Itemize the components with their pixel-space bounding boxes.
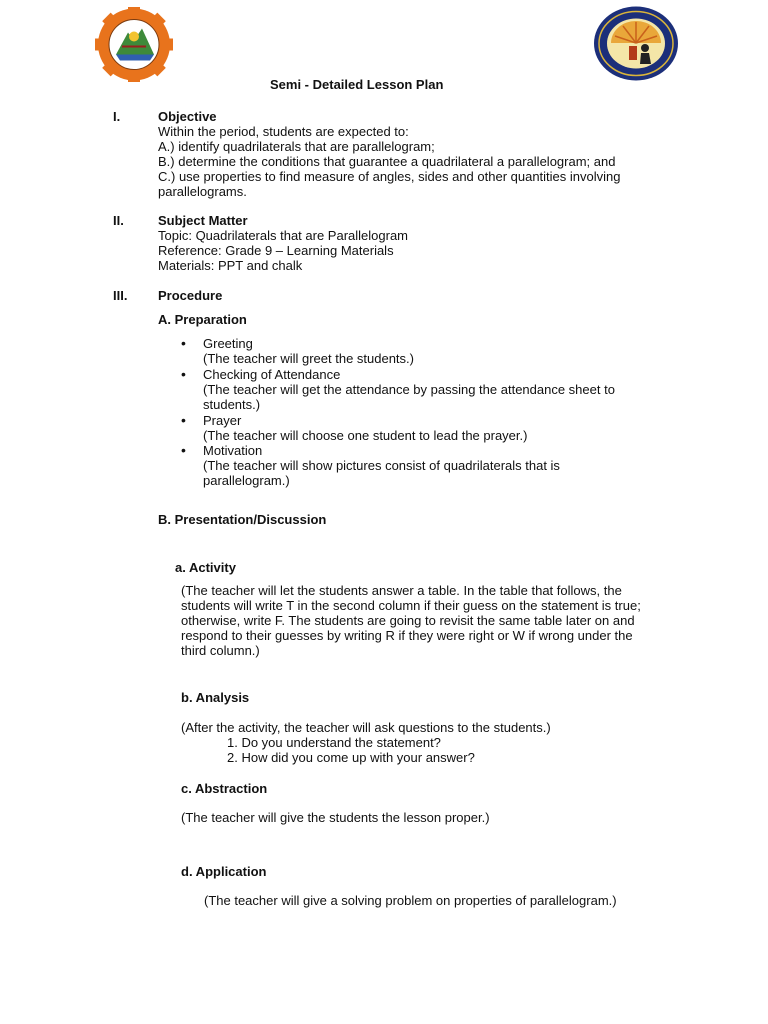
section-heading: Procedure xyxy=(158,288,223,303)
text-line: (The teacher will give a solving problem on properties of parallelogram.) xyxy=(204,893,617,908)
text-line: Reference: Grade 9 – Learning Materials xyxy=(158,243,394,258)
section-numeral: I. xyxy=(113,109,121,124)
list-item-text: (The teacher will choose one student to lead the prayer.) xyxy=(203,428,528,443)
abstraction-heading: c. Abstraction xyxy=(181,781,268,796)
list-item-title: Prayer xyxy=(203,413,242,428)
text-line: Materials: PPT and chalk xyxy=(158,258,303,273)
bullet-icon: • xyxy=(181,442,186,458)
text-line: third column.) xyxy=(181,643,260,658)
bullet-icon: • xyxy=(181,335,186,351)
text-line: (The teacher will give the students the lesson proper.) xyxy=(181,810,490,825)
text-line: A.) identify quadrilaterals that are parallelogram; xyxy=(158,139,435,154)
bullet-icon: • xyxy=(181,412,186,428)
section-heading: Subject Matter xyxy=(158,213,248,228)
list-item-text: (The teacher will greet the students.) xyxy=(203,351,414,366)
text-line: C.) use properties to find measure of angles, sides and other quantities involving xyxy=(158,169,621,184)
question-item: 1. Do you understand the statement? xyxy=(227,735,441,750)
text-line: respond to their guesses by writing R if they were right or W if wrong under the xyxy=(181,628,633,643)
text-line: B.) determine the conditions that guarantee a quadrilateral a parallelogram; and xyxy=(158,154,616,169)
list-item-title: Greeting xyxy=(203,336,253,351)
college-seal-logo xyxy=(593,6,679,81)
section-numeral: III. xyxy=(113,288,128,303)
application-heading: d. Application xyxy=(181,864,267,879)
list-item-text: parallelogram.) xyxy=(203,473,290,488)
list-item-text: (The teacher will get the attendance by passing the attendance sheet to xyxy=(203,382,615,397)
school-seal-logo xyxy=(93,7,175,82)
text-line: otherwise, write F. The students are going to revisit the same table later on and xyxy=(181,613,635,628)
text-line: (The teacher will let the students answer a table. In the table that follows, the xyxy=(181,583,622,598)
list-item-text: students.) xyxy=(203,397,261,412)
text-line: Topic: Quadrilaterals that are Parallelogram xyxy=(158,228,409,243)
list-item-title: Motivation xyxy=(203,443,263,458)
analysis-heading: b. Analysis xyxy=(181,690,250,705)
page-title: Semi - Detailed Lesson Plan xyxy=(270,77,444,92)
subsection-heading: B. Presentation/Discussion xyxy=(158,512,327,527)
list-item-title: Checking of Attendance xyxy=(203,367,341,382)
subsection-heading: A. Preparation xyxy=(158,312,247,327)
bullet-icon: • xyxy=(181,366,186,382)
text-line: students will write T in the second column if their guess on the statement is true; xyxy=(181,598,641,613)
text-line: Within the period, students are expected to: xyxy=(158,124,409,139)
section-numeral: II. xyxy=(113,213,124,228)
list-item-text: (The teacher will show pictures consist of quadrilaterals that is xyxy=(203,458,560,473)
question-item: 2. How did you come up with your answer? xyxy=(227,750,475,765)
activity-heading: a. Activity xyxy=(175,560,236,575)
section-heading: Objective xyxy=(158,109,217,124)
text-line: parallelograms. xyxy=(158,184,247,199)
text-line: (After the activity, the teacher will ask questions to the students.) xyxy=(181,720,551,735)
